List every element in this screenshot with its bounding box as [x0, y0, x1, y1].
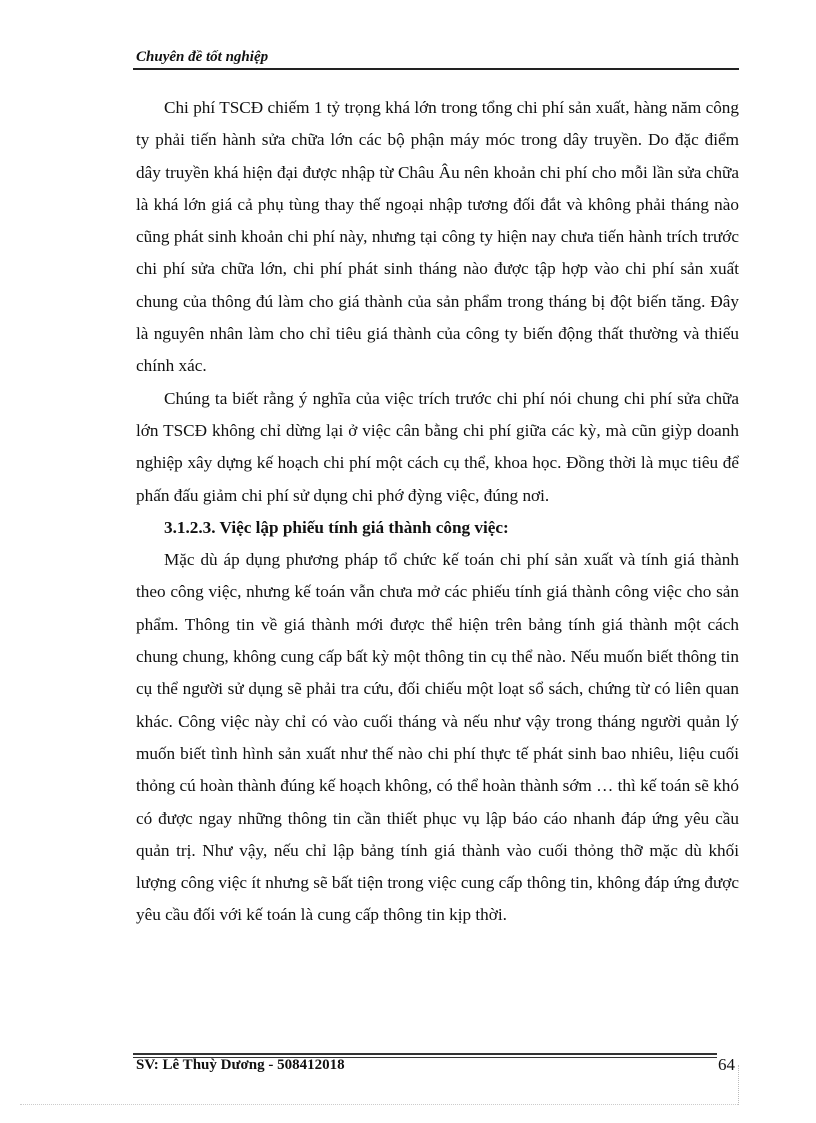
paragraph-3: Mặc dù áp dụng phương pháp tổ chức kế toán chi phí sản xuất và tính giá thành theo công việc, nhưng kế toán vẫn chưa mở các phiếu tính giá thành công việc cho sản phẩm. Thông tin về giá thành mới được thể hiện trên bảng tính giá thành một cách chung chung, không cung cấp bất kỳ một thông tin cụ thể nào. Nếu muốn biết thông tin cụ thể người sử dụng sẽ phải tra cứu, đối chiếu một loạt sổ sách, chứng từ có liên quan khác. Công việc này chỉ có vào cuối tháng và nếu như vậy trong tháng người quản lý muốn biết tình hình sản xuất như thế nào chi phí thực tế phát sinh bao nhiêu, liệu cuối thỏng cú hoàn thành đúng kế hoạch không, có thể hoàn thành sớm … thì kế toán sẽ khó có được ngay những thông tin cần thiết phục vụ lập báo cáo nhanh đáp ứng yêu cầu quản trị. Như vậy, nếu chỉ lập bảng tính giá thành vào cuối thỏng thỡ mặc dù khối lượng công việc ít nhưng sẽ bất tiện trong việc cung cấp thông tin, không đáp ứng được yêu cầu đối với kế toán là cung cấp thông tin kịp thời.	[136, 550, 739, 925]
page-border-dotted-bottom	[20, 1104, 738, 1105]
header-rule	[133, 68, 739, 70]
body-text	[136, 92, 739, 932]
running-header: Chuyên đề tốt nghiệp	[136, 49, 269, 65]
page-number: 64	[718, 1055, 735, 1074]
footer-author: SV: Lê Thuỳ Dương - 508412018	[136, 1057, 345, 1073]
footer-rule	[133, 1053, 717, 1055]
paragraph-1: Chi phí TSCĐ chiếm 1 tỷ trọng khá lớn trong tổng chi phí sản xuất, hàng năm công ty phải tiến hành sửa chữa lớn các bộ phận máy móc trong dây truyền. Do đặc điểm dây truyền khá hiện đại được nhập từ Châu Âu nên khoản chi phí cho mỗi lần sửa chữa là khá lớn giá cả phụ tùng thay thế ngoại nhập tương đối đắt và không phải tháng nào cũng phát sinh khoản chi phí này, nhưng tại công ty hiện nay chưa tiến hành trích trước chi phí sửa chữa lớn, chi phí phát sinh tháng nào được tập hợp vào chi phí sản xuất chung của thông đú làm cho giá thành của sản phẩm trong tháng bị đột biến tăng. Đây là nguyên nhân làm cho chỉ tiêu giá thành của công ty biến động thất thường và thiếu chính xác.	[136, 98, 739, 376]
section-heading: 3.1.2.3. Việc lập phiếu tính giá thành công việc:	[164, 517, 509, 537]
page-border-dotted-right	[738, 1065, 739, 1105]
paragraph-2: Chúng ta biết rằng ý nghĩa của việc trích trước chi phí nói chung chi phí sửa chữa lớn TSCĐ không chỉ dừng lại ở việc cân bằng chi phí giữa các kỳ, mà cũn giỳp doanh nghiệp xây dựng kế hoạch chi phí một cách cụ thể, khoa học. Đồng thời là mục tiêu để phấn đấu giảm chi phí sử dụng chi phớ đỳng việc, đúng nơi.	[136, 388, 739, 505]
